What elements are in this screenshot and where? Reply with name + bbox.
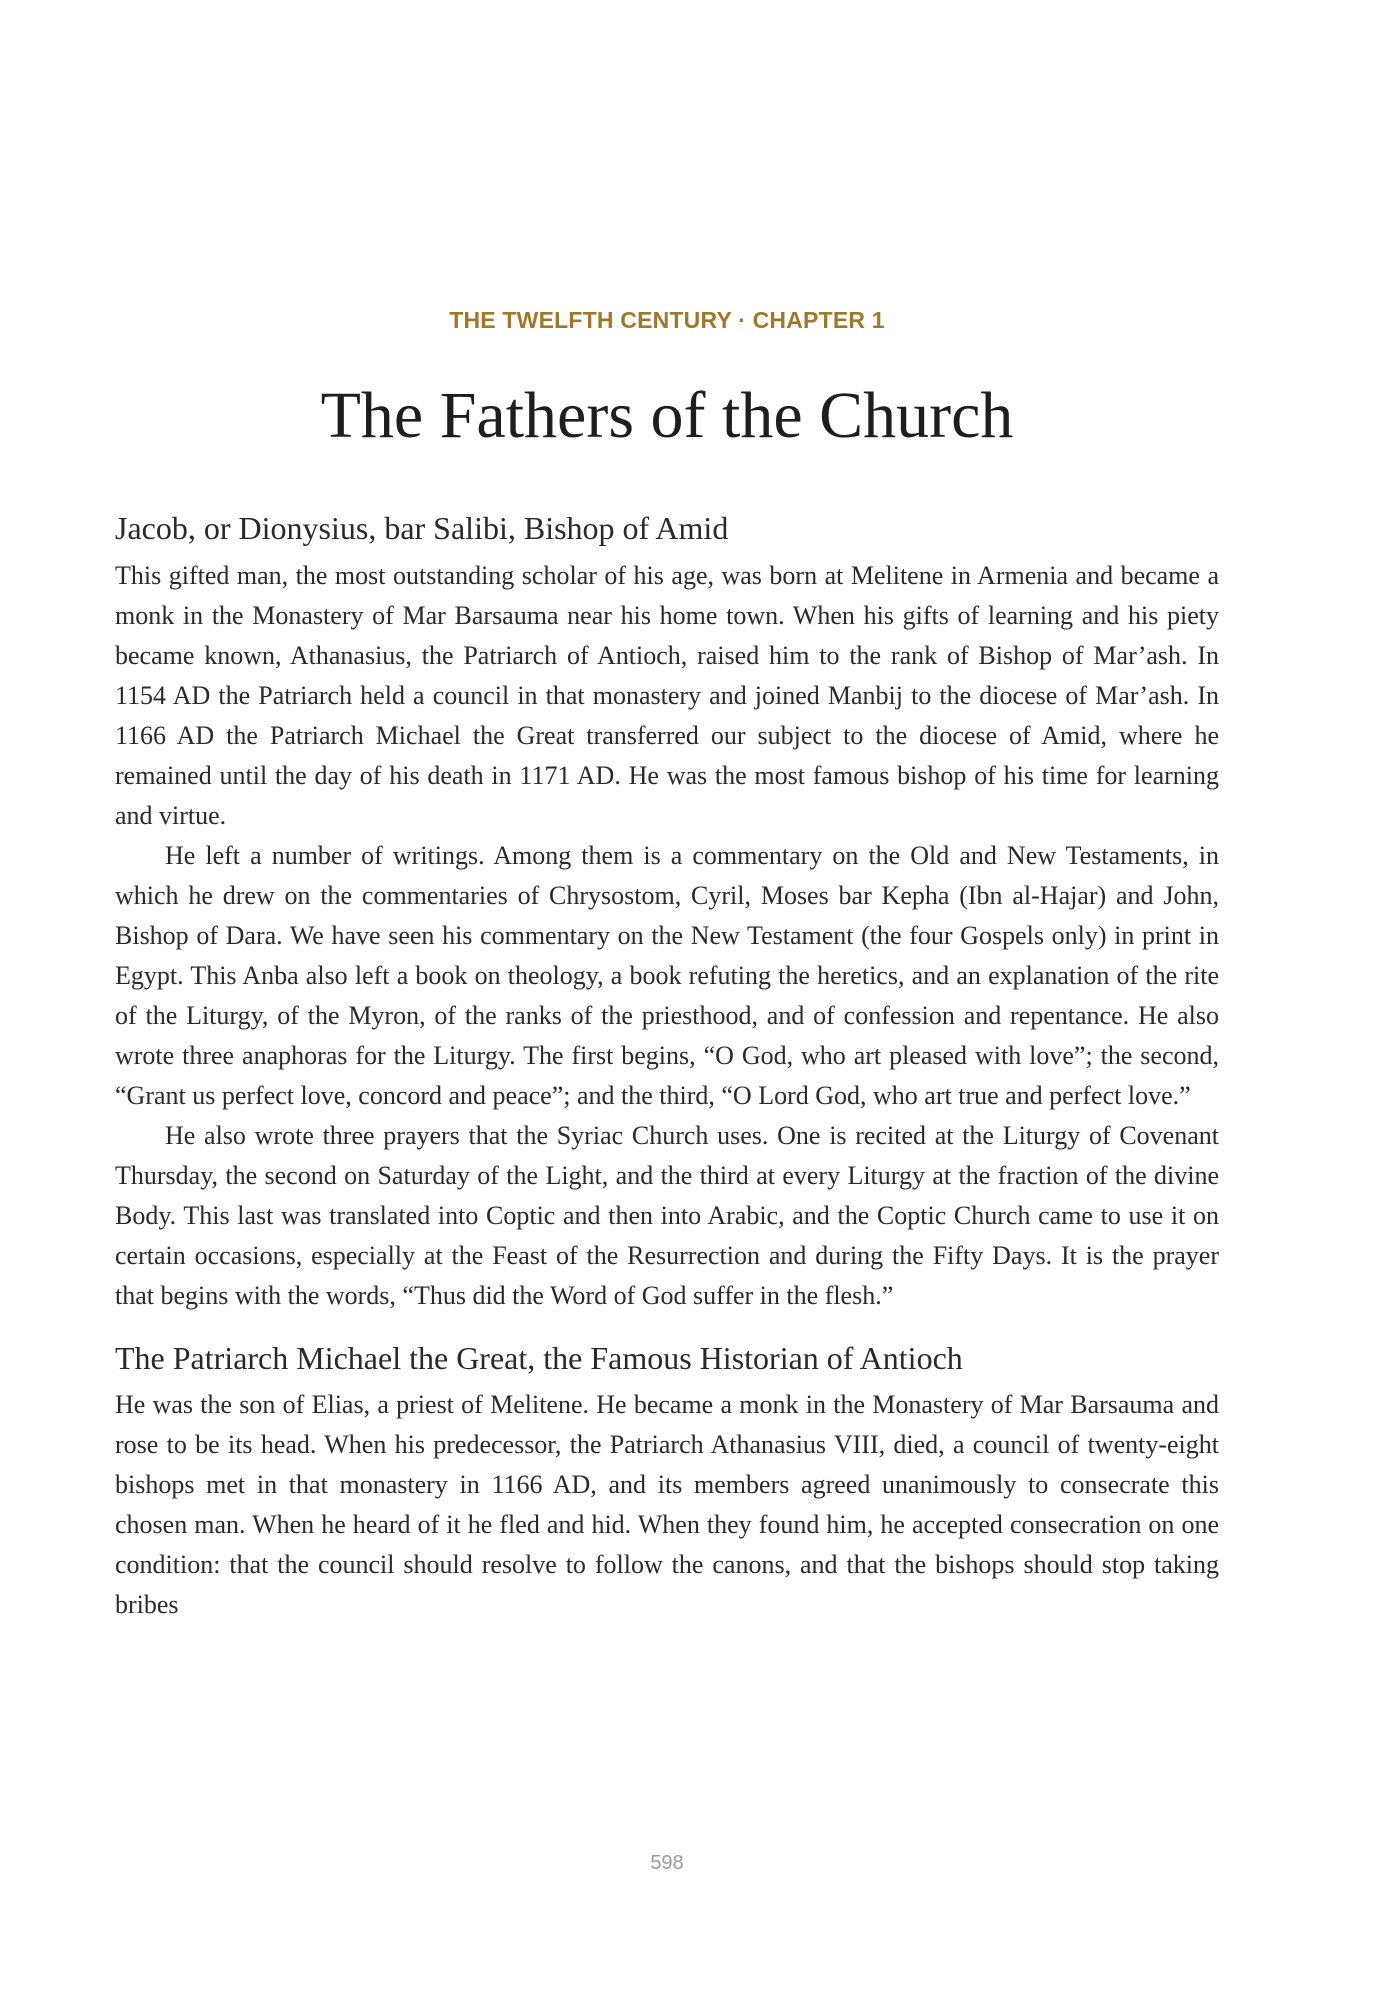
paragraph: He also wrote three prayers that the Syriac Church uses. One is recited at the Liturgy of Covenant Thursday, the second on Saturday of the Light, and the third at every Liturgy at the fraction of the divine Body. This last was translated into Coptic and then into Arabic, and the Coptic Church came to use it on certain occasions, especially at the Feast of the Resurrection and during the Fifty Days. It is the prayer that begins with the words, “Thus did the Word of God suffer in the flesh.” [115, 1120, 1219, 1310]
section-heading-michael-the-great: The Patriarch Michael the Great, the Famous Historian of Antioch [115, 1339, 963, 1376]
paragraph: He left a number of writings. Among them is a commentary on the Old and New Testaments, in which he drew on the commentaries of Chrysostom, Cyril, Moses bar Kepha (Ibn al-Hajar) and John, Bishop of Dara. We have seen his commentary on the New Testament (the four Gospels only) in print in Egypt. This Anba also left a book on theology, a book refuting the heretics, and an explanation of the rite of the Liturgy, of the Myron, of the ranks of the priesthood, and of confession and repentance. He also wrote three anaphoras for the Liturgy. The first begins, “O God, who art pleased with love”; the second, “Grant us perfect love, concord and peace”; and the third, “O Lord God, who art true and perfect love.” [115, 840, 1219, 1110]
page-body [115, 508, 1219, 1625]
section-heading-jacob-bar-salibi: Jacob, or Dionysius, bar Salibi, Bishop of Amid [115, 510, 729, 546]
paragraph: He was the son of Elias, a priest of Melitene. He became a monk in the Monastery of Mar Barsauma and rose to be its head. When his predecessor, the Patriarch Athanasius VIII, died, a council of twenty-eight bishops met in that monastery in 1166 AD, and its members agreed unanimously to consecrate this chosen man. When he heard of it he fled and hid. When they found him, he accepted consecration on one condition: that the council should resolve to follow the canons, and that the bishops should stop taking bribes [115, 1390, 1219, 1620]
paragraph: This gifted man, the most outstanding scholar of his age, was born at Melitene in Armenia and became a monk in the Monastery of Mar Barsauma near his home town. When his gifts of learning and his piety became known, Athanasius, the Patriarch of Antioch, raised him to the rank of Bishop of Mar’ash. In 1154 AD the Patriarch held a council in that monastery and joined Manbij to the diocese of Mar’ash. In 1166 AD the Patriarch Michael the Great transferred our subject to the diocese of Amid, where he remained until the day of his death in 1171 AD. He was the most famous bishop of his time for learning and virtue. [115, 560, 1219, 830]
chapter-title: The Fathers of the Church [320, 379, 1014, 452]
running-head: THE TWELFTH CENTURY · CHAPTER 1 [449, 307, 885, 333]
page-number: 598 [650, 1852, 684, 1874]
